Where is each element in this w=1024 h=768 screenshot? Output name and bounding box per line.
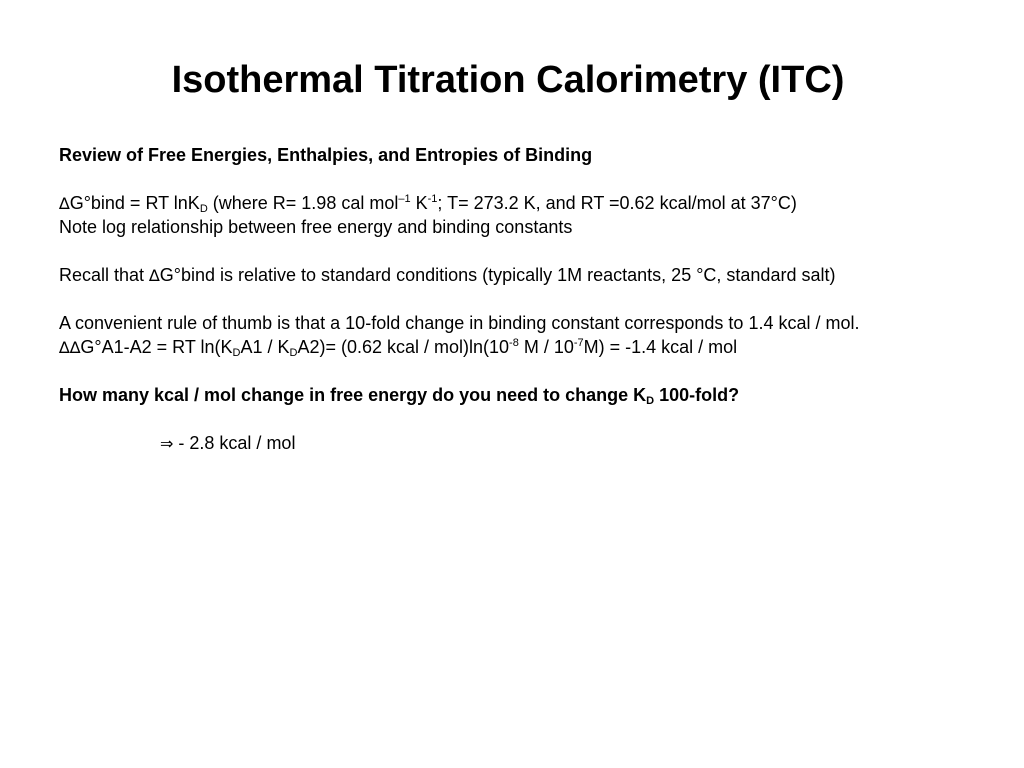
spacer (59, 287, 999, 311)
delta-symbol: ∆ (59, 194, 70, 213)
spacer (59, 239, 999, 263)
delta-symbol: ∆ (149, 266, 160, 285)
binding-free-energy-equation: ∆G°bind = RT lnK$_D$ (where R= 1.98 cal mol$^{-1}$ $K^{-1}$; T= 273.2 K, and RT =0.62 kcal/mol at 37°C) (59, 193, 797, 215)
slide-body (59, 143, 999, 455)
delta-delta-symbol: ∆∆ (59, 338, 81, 357)
spacer (59, 359, 999, 383)
rule-of-thumb-text: A convenient rule of thumb is that a 10-fold change in binding constant corresponds to 1.4 kcal / mol. (59, 313, 860, 333)
section-heading: Review of Free Energies, Enthalpies, and Entropies of Binding (59, 145, 593, 165)
question-text: How many kcal / mol change in free energy do you need to change $K_D$ 100-fold? (59, 385, 740, 407)
standard-conditions-text: Recall that ∆G°bind is relative to standard conditions (typically 1M reactants, 25 °C, standard salt) (59, 265, 836, 285)
slide-title: Isothermal Titration Calorimetry (ITC) (171, 59, 845, 101)
log-relationship-note: Note log relationship between free energy and binding constants (59, 217, 573, 237)
answer-text: ⇒ - 2.8 kcal / mol (160, 433, 296, 453)
delta-delta-g-equation: ∆∆G°A1-A2 = RT $\ln(K_DA1 / K_DA2)= (0.62$ kcal / $mol)\ln(10^{-8}$ $M / 10^{-7}M) = -1.4$ kcal / mol (59, 337, 738, 359)
implies-arrow-icon: ⇒ (160, 434, 174, 453)
spacer (59, 407, 999, 431)
spacer (59, 167, 999, 191)
